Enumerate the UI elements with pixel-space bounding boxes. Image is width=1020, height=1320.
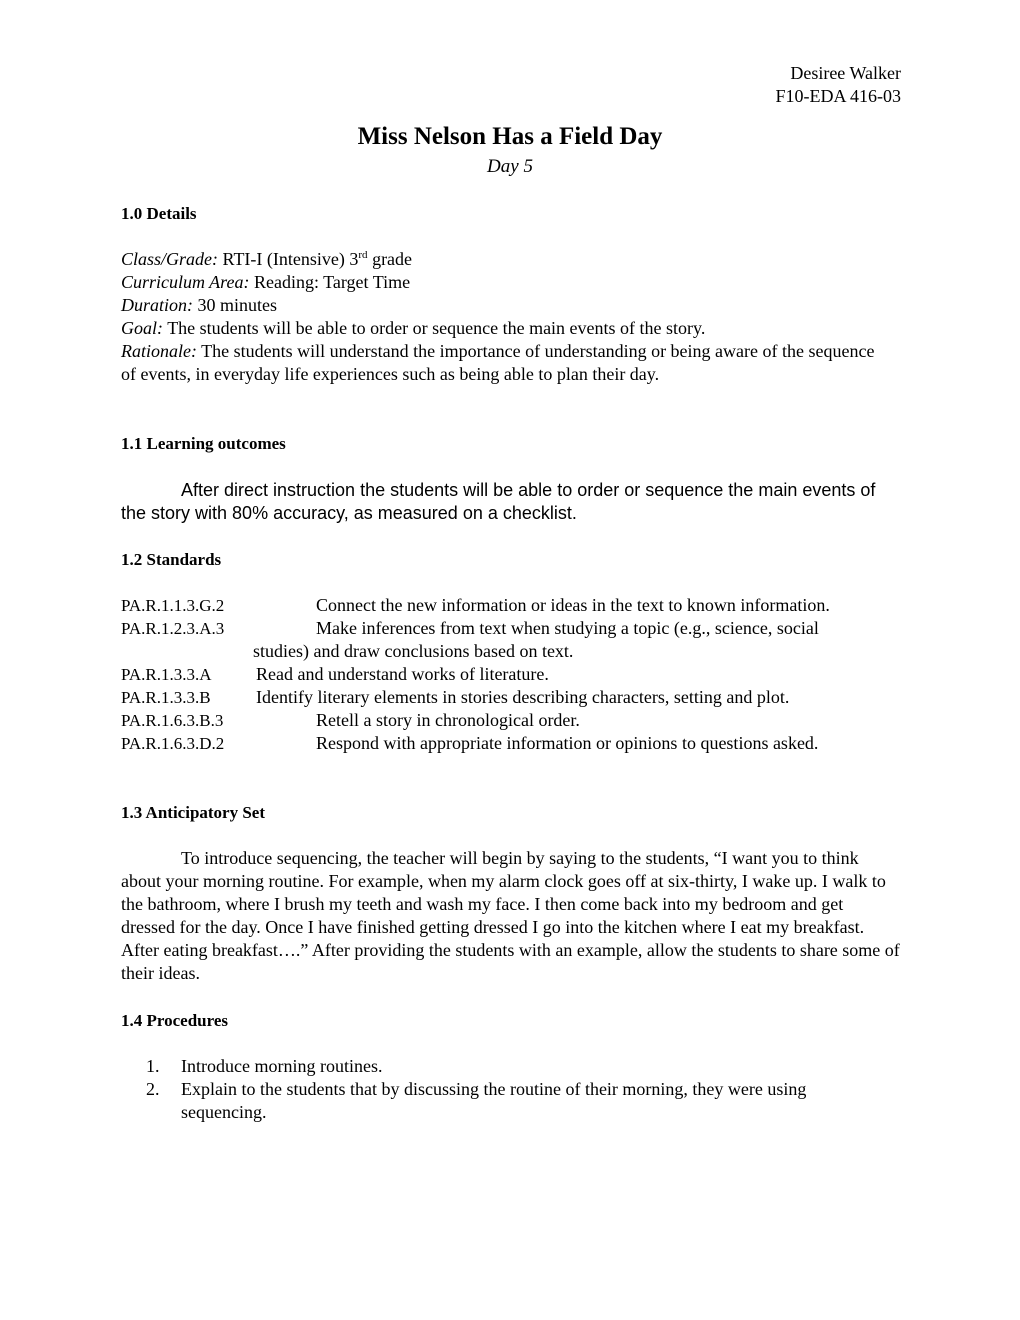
list-item: [121, 1055, 901, 1078]
duration-label: Duration:: [121, 295, 193, 315]
duration-value: 30 minutes: [197, 295, 277, 315]
standard-text: Identify literary elements in stories describing characters, setting and plot.: [256, 687, 790, 707]
class-value: RTI-I (Intensive) 3: [222, 249, 359, 269]
goal-value: The students will be able to order or sequence the main events of the story.: [167, 318, 706, 338]
list-item: [121, 1078, 881, 1124]
list-item-number: 2.: [146, 1079, 160, 1099]
standard-code: PA.R.1.2.3.A.3: [121, 619, 225, 638]
standard-text: Retell a story in chronological order.: [316, 710, 580, 730]
details-rationale-line: [121, 340, 891, 386]
goal-label: Goal:: [121, 318, 163, 338]
class-sup: rd: [358, 249, 368, 261]
standard-text: Read and understand works of literature.: [256, 664, 549, 684]
standard-code: PA.R.1.3.3.A: [121, 665, 212, 684]
standard-code: PA.R.1.3.3.B: [121, 688, 211, 707]
standard-text: Respond with appropriate information or opinions to questions asked.: [316, 733, 819, 753]
details-goal-line: [121, 317, 901, 340]
list-item-text: Introduce morning routines.: [181, 1056, 383, 1076]
class-suffix: grade: [367, 249, 413, 269]
class-label: Class/Grade:: [121, 249, 219, 269]
author-name: Desiree Walker: [790, 63, 901, 83]
details-class-line: [121, 248, 901, 271]
curriculum-label: Curriculum Area:: [121, 272, 250, 292]
standard-text-continued: studies) and draw conclusions based on text.: [253, 641, 574, 661]
standard-code: PA.R.1.6.3.D.2: [121, 734, 225, 753]
standards-heading: 1.2 Standards: [121, 550, 222, 569]
list-item-text: Explain to the students that by discussing the routine of their morning, they were using sequencing.: [181, 1079, 807, 1122]
procedures-list: [121, 1055, 901, 1124]
list-item-number: 1.: [146, 1056, 160, 1076]
standard-text: Make inferences from text when studying a topic (e.g., science, social: [316, 618, 819, 638]
curriculum-value: Reading: Target Time: [254, 272, 411, 292]
course-code: F10-EDA 416-03: [775, 86, 901, 106]
outcomes-heading: 1.1 Learning outcomes: [121, 434, 286, 453]
details-duration-line: [121, 294, 901, 317]
standard-code: PA.R.1.1.3.G.2: [121, 596, 225, 615]
procedures-heading: 1.4 Procedures: [121, 1011, 229, 1030]
details-heading: 1.0 Details: [121, 204, 197, 223]
anticipatory-heading: 1.3 Anticipatory Set: [121, 803, 266, 822]
details-curriculum-line: [121, 271, 901, 294]
document-title: Miss Nelson Has a Field Day: [357, 123, 663, 150]
outcomes-text: After direct instruction the students will be able to order or sequence the main events of the story with 80% accuracy, as measured on a checklist.: [121, 480, 876, 523]
standard-code: PA.R.1.6.3.B.3: [121, 711, 224, 730]
anticipatory-text: To introduce sequencing, the teacher will begin by saying to the students, “I want you to think about your morning routine. For example, when my alarm clock goes off at six-thirty, I wake up. I walk to the bathroom, where I brush my teeth and wash my face. I then come back into my bedroom and get dressed for the day. Once I have finished getting dressed I go into the kitchen where I eat my breakfast. After eating breakfast….” After providing the students with an example, allow the students to share some of their ideas.: [121, 848, 900, 983]
rationale-label: Rationale:: [121, 341, 197, 361]
standard-text: Connect the new information or ideas in the text to known information.: [316, 595, 830, 615]
document-subtitle: Day 5: [487, 156, 533, 177]
rationale-value: The students will understand the importance of understanding or being aware of the sequence of events, in everyday life experiences such as being able to plan their day.: [121, 341, 875, 384]
